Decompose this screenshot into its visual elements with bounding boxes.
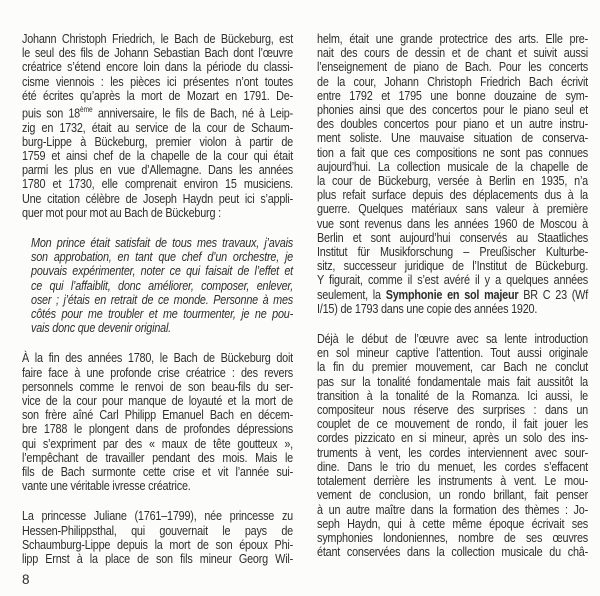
text-line: dine. Dans le trio du menuet, les cordes s’effacent: [317, 458, 588, 474]
text-line: symphonies londoniennes, nombre de ses œuvres: [317, 529, 588, 545]
text-line: des doubles concertos pour piano et un autre instru-: [317, 116, 588, 132]
text-segment: anniversaire, le fils de Bach, né à Leip-: [92, 105, 293, 121]
text-line: faire face à une profonde crise créatrice : des revers: [22, 364, 293, 380]
text-line: quer mot pour mot au Bach de Bückeburg :: [22, 204, 221, 220]
bold-text: Symphonie en sol majeur: [385, 286, 519, 302]
text-segment: puis son 18: [22, 105, 80, 121]
paragraph: [22, 32, 293, 220]
text-line: entre 1792 et 1795 une bonne douzaine de sym-: [317, 87, 588, 103]
text-line: la fin du premier mouvement, car Bach ne conclut: [317, 359, 588, 375]
paragraph: [317, 32, 588, 316]
text-line: en sol mineur captive l’attention. Tout aussi originale: [317, 345, 588, 361]
text-line: vement de conclusion, un rondo brillant, fait penser: [317, 487, 588, 503]
text-line: le seul des fils de Johann Sebastian Bach dont l’œuvre: [22, 45, 293, 61]
text-line: Déjà le début de l’œuvre avec sa lente introduction: [317, 331, 588, 347]
text-line: cisme viennois : les pièces ici présentes n’ont toutes: [22, 73, 293, 89]
text-line: son frère aîné Carl Philipp Emanuel Bach en décem-: [22, 407, 293, 423]
text-line: qui s’expriment par des « maux de tête goutteux »,: [22, 435, 293, 451]
text-column-left: [22, 32, 293, 582]
text-line: ment soliste. Une mauvaise situation de conserva-: [317, 130, 588, 146]
text-line: parmi les plus en vue d’Allemagne. Dans les années: [22, 162, 293, 178]
text-line: Berlin et sont aujourd’hui conservés au Staatliches: [317, 229, 588, 245]
text-line: couplet de ce mouvement de rondo, il fait jouer les: [317, 416, 588, 432]
text-line: 1780 et 1730, elle comprenait environ 15 musiciens.: [22, 176, 293, 192]
text-line: bre 1788 le plongent dans de profondes dépressions: [22, 421, 293, 437]
text-line: Institut für Musikforschung – Preußischer Kulturbe-: [317, 244, 588, 260]
text-column-right: [317, 32, 588, 575]
quote-paragraph: [22, 236, 293, 335]
text-segment: BR C 23 (Wf: [518, 286, 588, 302]
text-segment: seulement, la: [317, 286, 386, 302]
text-line: oser ; j’étais en retrait de ce monde. Personne à mes: [31, 291, 293, 307]
text-line: Hessen-Philippsthal, qui gouvernait le pays de: [22, 522, 293, 538]
text-line: transition à la tonalité de la Romanza. Ici aussi, le: [317, 387, 588, 403]
text-line: Mon prince était satisfait de tous mes travaux, j’avais: [31, 235, 293, 251]
text-line: Y figurait, comme il s’est avéré il y a quelques années: [317, 272, 588, 288]
text-line: compositeur nous réserve des surprises : dans un: [317, 402, 588, 418]
text-line: Schaumburg-Lippe depuis la mort de son époux Phi-: [22, 536, 293, 552]
paragraph: [317, 332, 588, 559]
text-line: tion a fait que ces compositions ne sont pas connues: [317, 144, 588, 160]
text-line: phonies ainsi que des concertos pour le piano seul et: [317, 102, 588, 118]
text-line: fils de Bach surmonte cette crise et vit l’année sui-: [22, 464, 293, 480]
text-line: seph Haydn, qui à cette même époque écrivait ses: [317, 515, 588, 531]
text-line: côtés pour me troubler et me tourmenter, je ne pou-: [31, 306, 293, 322]
text-line: truments à vent, les cordes interviennent avec sour-: [317, 444, 588, 460]
text-line: Johann Christoph Friedrich, le Bach de Bückeburg, est: [22, 31, 293, 46]
text-line: burg-Lippe à Bückeburg, premier violon à partir de: [22, 133, 293, 149]
text-line: été écrites qu’après la mort de Mozart en 1791. De-: [22, 87, 293, 103]
page-number: 8: [22, 572, 30, 587]
paragraph: [22, 351, 293, 493]
text-line: la cour de Bückeburg, versée à Berlin en 1935, n’a: [317, 173, 588, 189]
text-line: l’empêchant de travailler pendant des mois. Mais le: [22, 449, 293, 465]
text-line: son approbation, en tant que chef d’un orchestre, je: [31, 249, 293, 265]
text-line: de la cour, Johann Christoph Friedrich Bach écrivit: [317, 73, 588, 89]
text-line: guerre. Quelques matériaux sans valeur à première: [317, 201, 588, 217]
text-line: pouvais expérimenter, noter ce qui faisait de l’effet et: [31, 263, 293, 279]
text-line: ce qui l’affaiblit, donc améliorer, composer, enlever,: [31, 277, 293, 293]
text-line: plus refait surface depuis des déplacements dus à la: [317, 187, 588, 203]
text-line: créatrice s’étend encore loin dans la période du classi-: [22, 59, 293, 75]
text-line: sitz, successeur juridique de l’Institut de Bückeburg.: [317, 258, 588, 274]
text-line: vue sont revenus dans les années 1960 de Moscou à: [317, 215, 588, 231]
text-line: pas sur la tonalité fondamentale mais fait aussitôt la: [317, 373, 588, 389]
text-line: vais donc que devenir original.: [31, 320, 171, 336]
superscript-text: ème: [79, 105, 93, 115]
text-line: à un autre maître dans la formation des thèmes : Jo-: [317, 501, 588, 517]
text-line: À la fin des années 1780, le Bach de Bückeburg doit: [22, 350, 293, 366]
text-line: vice de la cour pour manque de loyauté et la mort de: [22, 393, 293, 409]
text-line: personnels comme le renvoi de son beau-fils du ser-: [22, 378, 293, 394]
text-line: zig en 1732, était au service de la cour de Schaum-: [22, 119, 293, 135]
text-line: 1759 et ainsi chef de la chapelle de la cour qui était: [22, 148, 293, 164]
text-line: [317, 288, 588, 302]
text-line: Une citation célèbre de Joseph Haydn peut ici s’appli-: [22, 190, 293, 206]
text-line: I/15) de 1793 dans une copie des années 1920.: [317, 300, 538, 316]
text-line: La princesse Juliane (1761–1799), née princesse zu: [22, 508, 293, 524]
text-line: l’enseignement de piano de Bach. Pour les concerts: [317, 59, 588, 75]
text-line: vante une véritable ivresse créatrice.: [22, 478, 191, 494]
text-line: [22, 103, 293, 121]
paragraph: [22, 509, 293, 566]
text-line: helm, était une grande protectrice des arts. Elle pre-: [317, 31, 588, 46]
text-line: cordes pizzicato en si mineur, après un solo des ins-: [317, 430, 588, 446]
text-line: nait des cours de dessin et de chant et suivit aussi: [317, 45, 588, 61]
text-line: étant conservées dans la collection musicale du châ-: [317, 544, 588, 560]
text-line: aujourd’hui. La collection musicale de la chapelle de: [317, 158, 588, 174]
text-line: lipp Ernst à la place de son fils mineur Georg Wil-: [22, 551, 293, 567]
text-line: totalement derrière les instruments à vent. Le mou-: [317, 473, 588, 489]
